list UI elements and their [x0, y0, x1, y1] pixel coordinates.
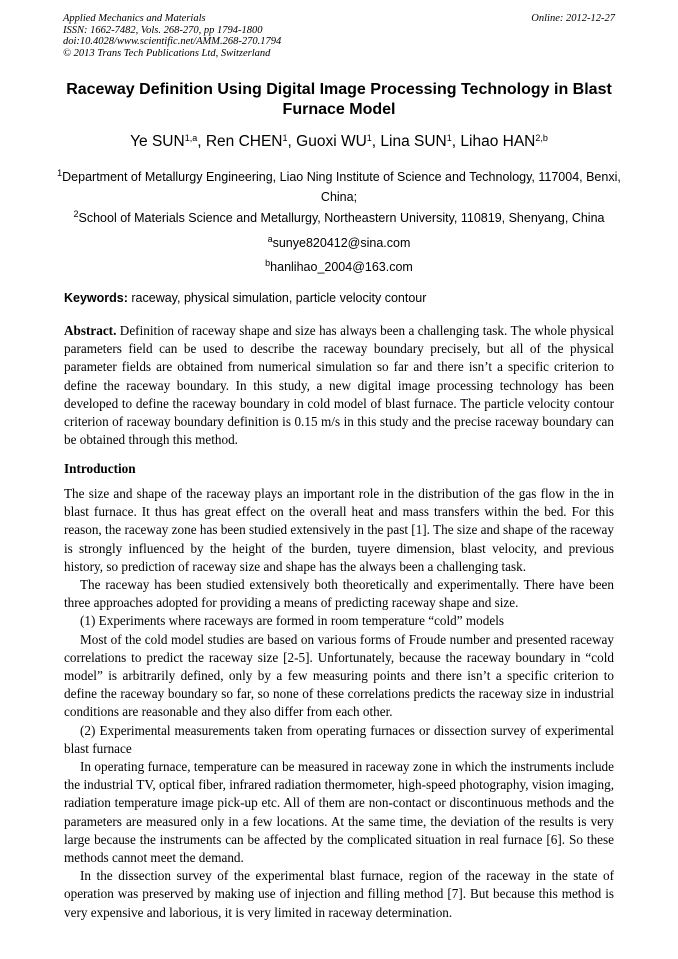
- abstract-label: Abstract.: [64, 323, 117, 338]
- author: Ren CHEN$^1$,: [205, 133, 297, 150]
- journal-header: [63, 13, 615, 59]
- author: Guoxi $WU^1$,: [296, 133, 381, 150]
- keywords: [64, 291, 614, 305]
- author: Lina SUN$^1$,: [380, 133, 461, 150]
- paragraph: (1) Experiments where raceways are formed in room temperature “cold” models: [80, 613, 505, 629]
- journal-name: Applied Mechanics and Materials: [63, 13, 206, 24]
- issn-line: ISSN: 1662-7482, Vols. 268-270, pp 1794-1800: [63, 24, 263, 36]
- online-date: Online: 2012-12-27: [531, 13, 615, 24]
- abstract-text: Definition of raceway shape and size has always been a challenging task. The whole physical parameters field can be used to describe the raceway boundary precisely, but all of the physical parameter fields are obtained from numerical simulation so far and there isn’t a specific criterion to define the raceway boundary. In this study, a new digital image processing technology has been developed to define the raceway boundary in cold model of blast furnace. The particle velocity contour criterion of raceway boundary definition is 0.15 m/s in this study and the precise raceway boundary can be obtained through this method.: [64, 323, 614, 448]
- author: Ye SUN$^{1,a}$,: [130, 133, 206, 150]
- paragraph: (2) Experimental measurements taken from operating furnaces or dissection survey of experimental blast furnace: [64, 722, 614, 756]
- paragraph: Most of the cold model studies are based on various forms of Froude number and presented raceway correlations to predict the raceway size [2-5]. Unfortunately, because the raceway boundary in “cold model” is arbitrarily defined, only by a few measuring points and there isn’t a specific criterion to define the raceway boundary so far, so none of these correlations predicts the raceway size in industrial conditions are reasonable and they also differ from each other.: [64, 631, 614, 720]
- introduction-body: [64, 485, 614, 922]
- author: Lihao HAN$^{2,b}$: [460, 133, 548, 150]
- keywords-text: raceway, physical simulation, particle velocity contour: [127, 291, 427, 305]
- copyright-line: © 2013 Trans Tech Publications Ltd, Switzerland: [63, 47, 271, 59]
- keywords-label: Keywords:: [64, 291, 128, 305]
- paragraph: The raceway has been studied extensively both theoretically and experimentally. There have been three approaches adopted for providing a means of predicting raceway shape and size.: [64, 577, 614, 611]
- paragraph: In operating furnace, temperature can be measured in raceway zone in which the instruments include the industrial TV, optical fiber, infrared radiation thermometer, high-speed photography, vision imaging, radiation temperature image pick-up etc. All of them are non-contact or discontinuous methods and the parameters are measured only in a few locations. At the same time, the deviation of the results is very large because the instruments can be affected by the complicated situation in real furnace [6]. So these methods cannot meet the demand.: [64, 759, 614, 866]
- email-b[interactable]: $^b$hanlihao_2004@163.com: [265, 258, 413, 274]
- abstract: [64, 322, 614, 449]
- doi-line: doi:10.4028/www.scientific.net/AMM.268-270.1794: [63, 36, 282, 48]
- paper-title: Raceway Definition Using Digital Image Processing Technology in Blast Furnace Model: [66, 81, 612, 118]
- section-heading-introduction: Introduction: [64, 461, 136, 476]
- email-a[interactable]: $^a$sunye820412@sina.com: [267, 234, 411, 250]
- affiliation-1: $^1$Department of Metallurgy Engineering, Liao Ning Institute of Science and Technology, 117004, Benxi, China;: [57, 168, 621, 204]
- affiliation-2: $^2$School of Materials Science and Metallurgy, Northeastern University, 110819, Shenyang, China: [73, 209, 605, 225]
- author-list: [20, 133, 658, 151]
- paragraph: In the dissection survey of the experimental blast furnace, region of the raceway in the state of operation was preserved by making use of injection and filling method [7]. But because this method is very expensive and laborious, it is very limited in raceway determination.: [64, 868, 614, 920]
- paragraph: The size and shape of the raceway plays an important role in the distribution of the gas flow in the in blast furnace. It thus has great effect on the overall heat and mass transfers within the bed. For this reason, the raceway zone has been studied extensively in the past [1]. The size and shape of the raceway is strongly influenced by the height of the burden, tuyere dimension, blast velocity, and previous history, so prediction of raceway size and shape has the always been a challenging task.: [64, 486, 614, 574]
